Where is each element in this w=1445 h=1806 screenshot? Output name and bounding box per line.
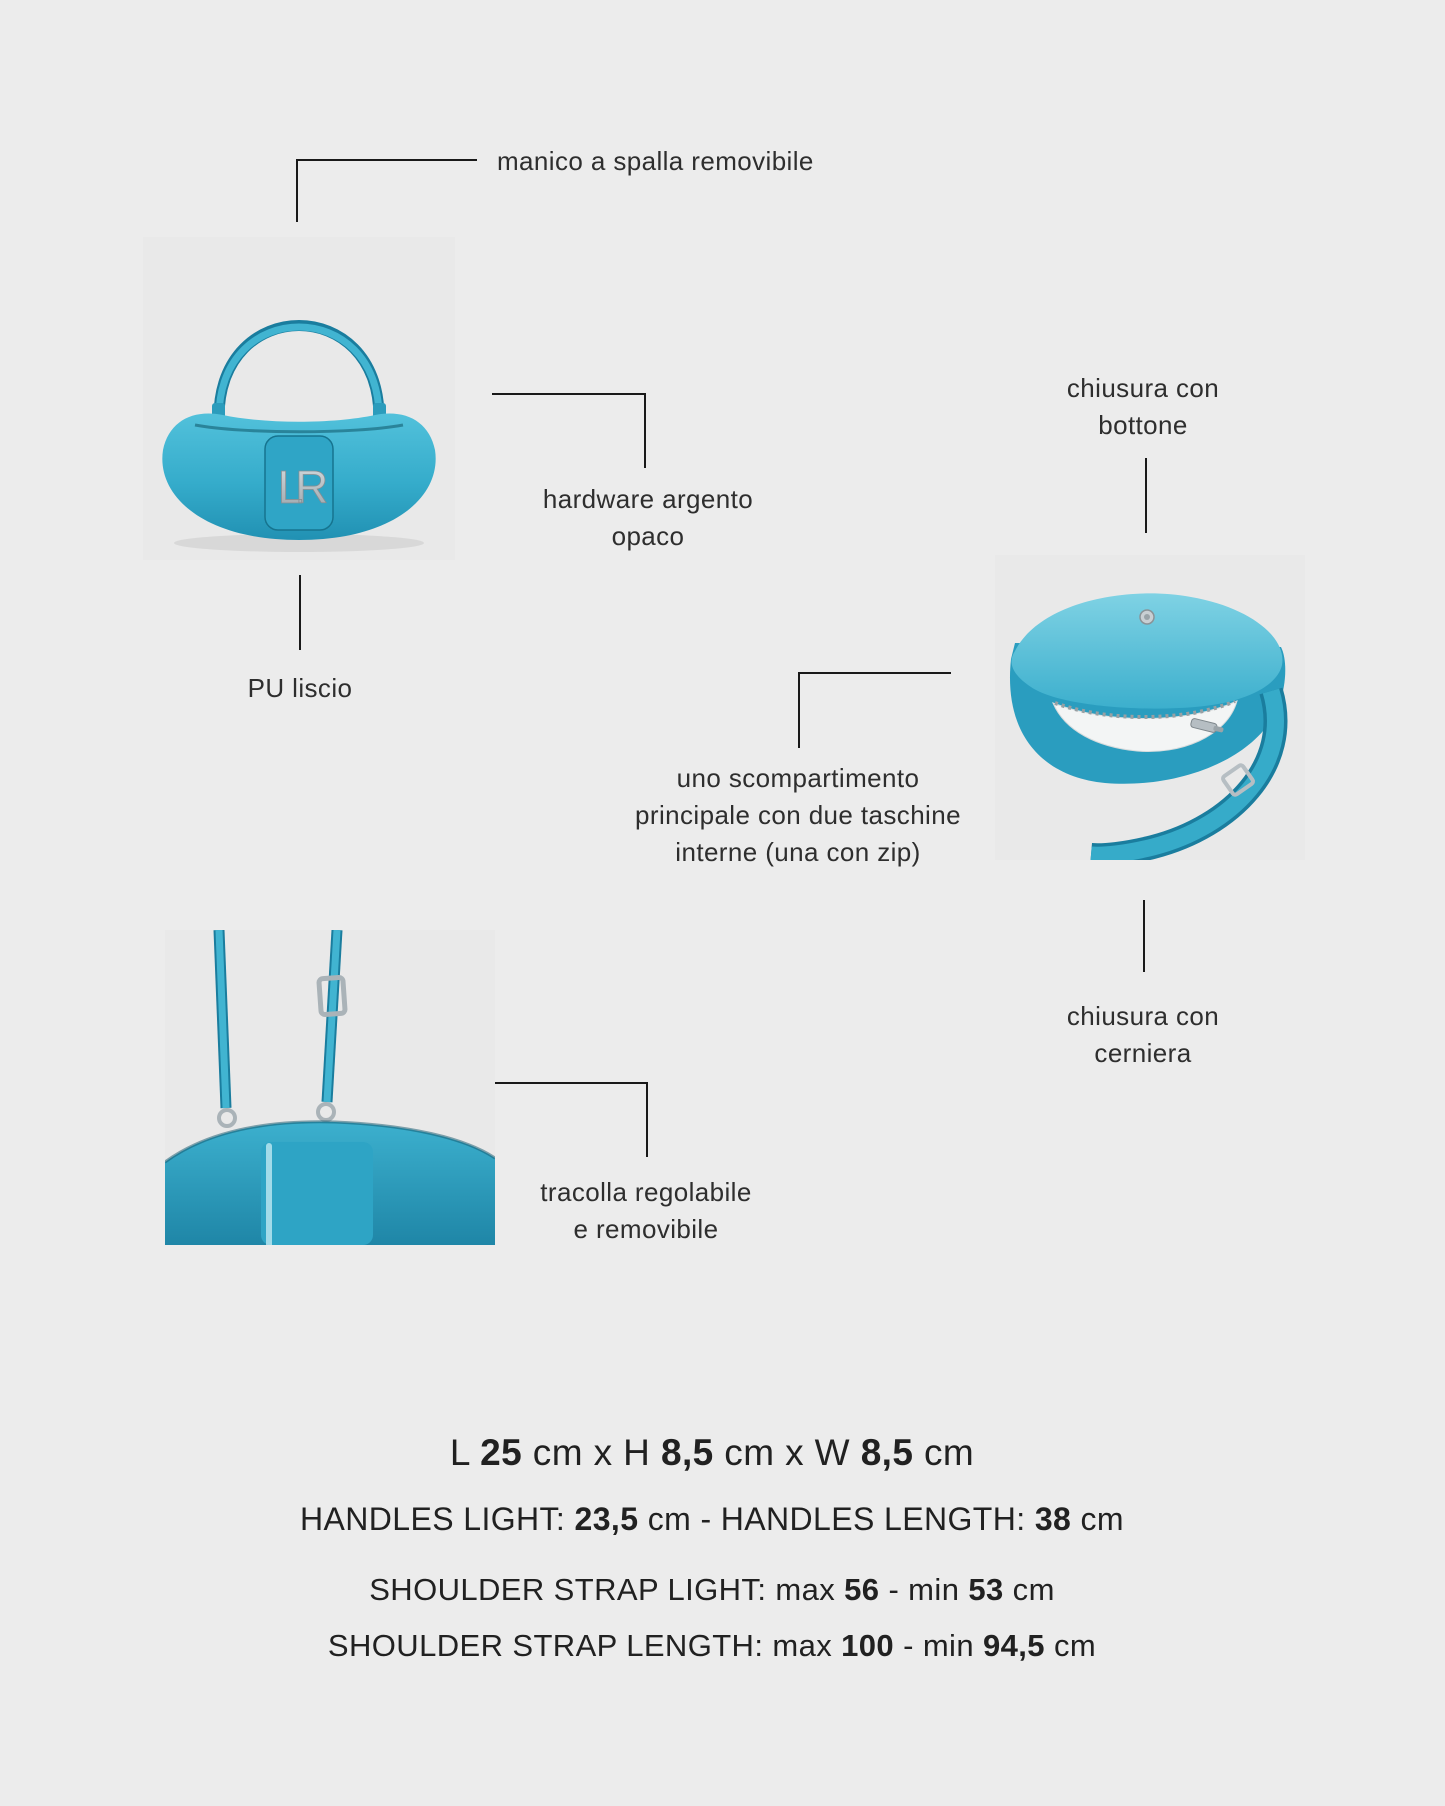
leader-line-strap-v — [646, 1082, 648, 1157]
leader-line-handle-h — [296, 159, 477, 161]
bag-flap-band — [261, 1142, 373, 1245]
annotation-zip-line1: chiusura con — [1066, 1001, 1220, 1031]
leader-line-compartment-v — [798, 672, 800, 748]
annotation-compartment-line2: principale con due taschine — [635, 800, 961, 830]
annotation-hardware — [498, 481, 798, 555]
product-photo-strap — [165, 930, 495, 1245]
leader-line-button-v — [1145, 458, 1147, 533]
dim-text: cm — [1044, 1628, 1097, 1663]
bag-handle-outline — [219, 326, 379, 418]
dim-value-strap-length-min: 94,5 — [983, 1628, 1045, 1663]
dim-value-strap-light-min: 53 — [968, 1572, 1004, 1607]
dimensions-line-strap-length — [0, 1628, 1424, 1664]
dim-text: cm x W — [713, 1432, 861, 1473]
product-photo-top — [995, 555, 1305, 860]
bag-top-illustration — [995, 555, 1305, 860]
dim-value-width: 8,5 — [860, 1432, 914, 1473]
dim-value-strap-length-max: 100 — [841, 1628, 895, 1663]
dim-value-strap-light-max: 56 — [844, 1572, 880, 1607]
annotation-compartment-line1: uno scompartimento — [676, 763, 920, 793]
snap-hook-left-icon — [219, 1110, 235, 1126]
dim-text: cm x H — [522, 1432, 661, 1473]
dim-value-handles-light: 23,5 — [574, 1501, 639, 1537]
strap-illustration — [165, 930, 495, 1245]
dim-text: cm - HANDLES LENGTH: — [638, 1501, 1035, 1537]
leader-line-hardware-h — [492, 393, 646, 395]
dim-text: cm — [1003, 1572, 1055, 1607]
product-photo-front — [143, 237, 455, 560]
dim-text: - min — [894, 1628, 983, 1663]
dim-text: - min — [879, 1572, 969, 1607]
dim-value-length: 25 — [480, 1432, 523, 1473]
dim-text: HANDLES LIGHT: — [300, 1501, 575, 1537]
leader-line-zip-v — [1143, 900, 1145, 972]
annotation-zip-closure — [1018, 998, 1268, 1072]
annotation-zip-line2: cerniera — [1094, 1038, 1192, 1068]
dim-text: SHOULDER STRAP LENGTH: max — [327, 1628, 842, 1663]
bag-handle — [219, 327, 379, 417]
leader-line-hardware-v — [644, 393, 646, 468]
leader-line-material-v — [299, 575, 301, 650]
dim-value-handles-length: 38 — [1034, 1501, 1072, 1537]
dimensions-line-strap-light — [0, 1572, 1424, 1608]
dim-text: cm — [913, 1432, 975, 1473]
bag-front-illustration — [143, 237, 455, 560]
snap-hook-right-icon — [318, 1104, 334, 1120]
dim-text: cm — [1071, 1501, 1124, 1537]
leader-line-compartment-h — [798, 672, 951, 674]
annotation-material: PU liscio — [247, 673, 353, 703]
annotation-strap — [496, 1174, 796, 1248]
annotation-compartment — [623, 760, 973, 871]
annotation-strap-line2: e removibile — [573, 1214, 719, 1244]
annotation-button-closure — [1018, 370, 1268, 444]
leader-line-strap-h — [495, 1082, 648, 1084]
annotation-hardware-line2: opaco — [611, 521, 685, 551]
annotation-strap-line1: tracolla regolabile — [540, 1177, 752, 1207]
dimensions-line-main — [0, 1432, 1424, 1474]
annotation-compartment-line3: interne (una con zip) — [675, 837, 921, 867]
annotation-hardware-line1: hardware argento — [542, 484, 754, 514]
leader-line-handle-v — [296, 159, 298, 222]
dim-text: L — [449, 1432, 481, 1473]
dimensions-line-handles — [0, 1501, 1424, 1538]
annotation-button-line1: chiusura con — [1066, 373, 1220, 403]
annotation-handle: manico a spalla removibile — [497, 146, 814, 176]
brand-logo: LR — [277, 461, 321, 513]
dim-text: SHOULDER STRAP LIGHT: max — [369, 1572, 845, 1607]
dim-value-height: 8,5 — [660, 1432, 714, 1473]
annotation-button-line2: bottone — [1098, 410, 1188, 440]
